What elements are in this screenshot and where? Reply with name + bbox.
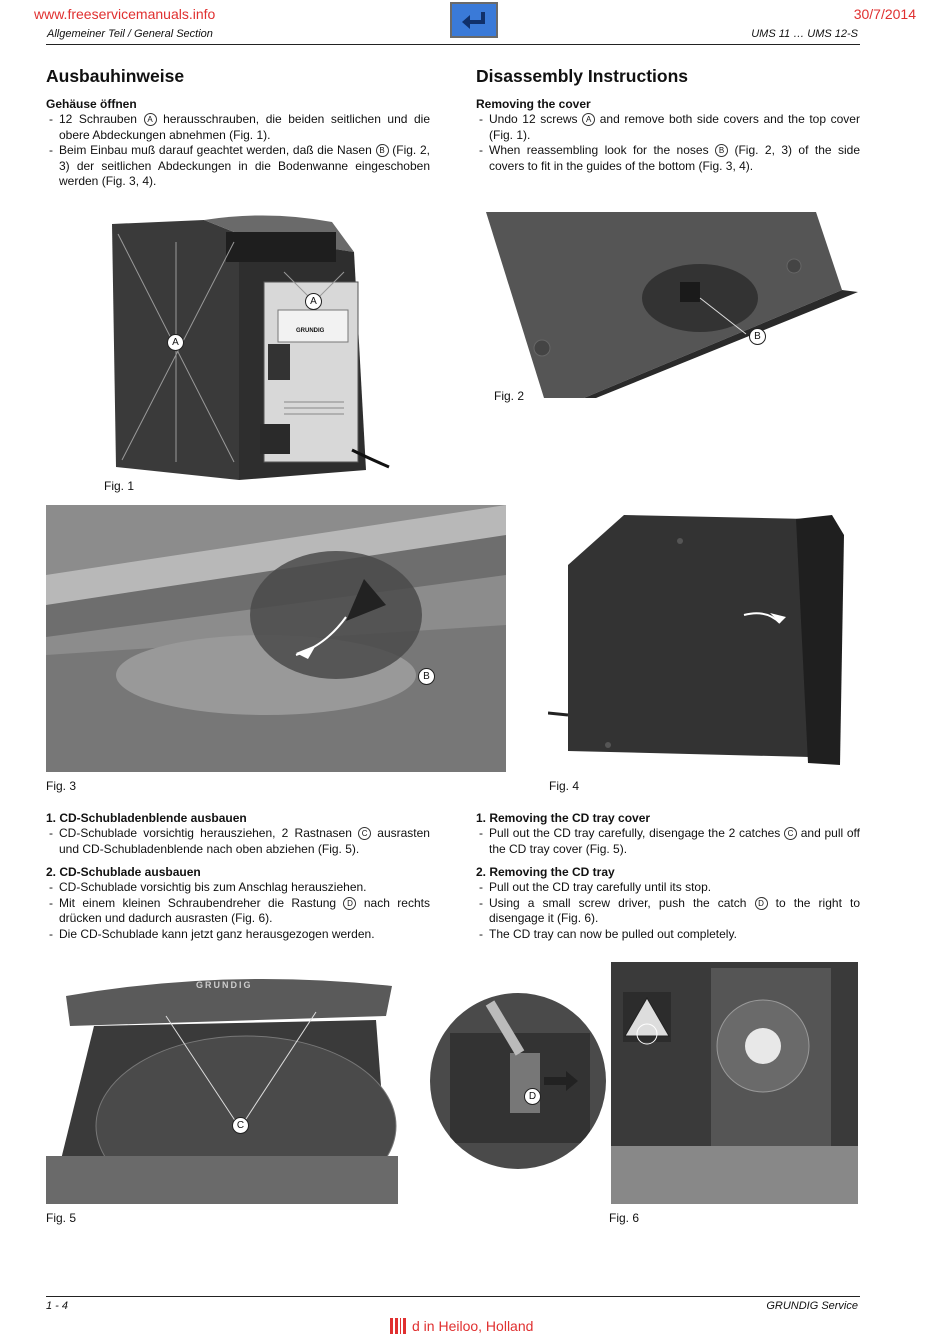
- fig5-photo: [46, 976, 398, 1204]
- fig3-marker-b: B: [418, 668, 435, 685]
- fig5-marker-c: C: [232, 1117, 249, 1134]
- watermark: [390, 1318, 533, 1334]
- english-cover-steps: - Undo 12 screws A and remove both side covers and the top cover (Fig. 1). - When reassembling look for the noses B (Fig. 2, 3) of the side covers to fit in the guides of the bottom (Fig. 3, 4).: [479, 112, 860, 173]
- english-cover-heading: Removing the cover: [476, 97, 591, 111]
- fig6-photo: [611, 962, 858, 1204]
- german-tray-cover-heading: 1. CD-Schubladenblende ausbauen: [46, 811, 247, 825]
- date-stamp: 30/7/2014: [853, 6, 916, 22]
- marker-c: C: [358, 827, 371, 840]
- watermark-text: d in Heiloo, Holland: [412, 1318, 534, 1334]
- fig3-photo: [46, 505, 506, 772]
- marker-b: B: [715, 144, 728, 157]
- barcode-icon: [390, 1318, 406, 1334]
- footer-rule: [46, 1296, 860, 1297]
- english-title: Disassembly Instructions: [476, 66, 689, 86]
- return-arrow-icon: [459, 9, 489, 31]
- german-tray-heading: 2. CD-Schublade ausbauen: [46, 865, 201, 879]
- header-model: UMS 11 … UMS 12-S: [751, 28, 858, 40]
- marker-a: A: [144, 113, 157, 126]
- footer-brand: GRUNDIG Service: [766, 1300, 858, 1312]
- marker-c: C: [784, 827, 797, 840]
- german-cover-steps: - 12 Schrauben A herausschrauben, die beiden seitlichen und die obere Abdeckungen abnehmen (Fig. 1). - Beim Einbau muß darauf geachtet werden, daß die Nasen B (Fig. 2, 3) der seitlichen Abdeckungen in die Bodenwanne eingeschoben werden (Fig. 3, 4).: [49, 112, 430, 188]
- fig1-photo: [104, 212, 390, 490]
- back-button[interactable]: [450, 2, 498, 38]
- english-tray-cover-heading: 1. Removing the CD tray cover: [476, 811, 651, 825]
- fig1-marker-a-left: A: [167, 334, 184, 351]
- english-tray-heading: 2. Removing the CD tray: [476, 865, 615, 879]
- fig4-caption: Fig. 4: [549, 779, 580, 793]
- fig2-caption: Fig. 2: [494, 389, 525, 403]
- german-cover-heading: Gehäuse öffnen: [46, 97, 137, 111]
- fig6-caption: Fig. 6: [609, 1211, 640, 1225]
- header-section: Allgemeiner Teil / General Section: [47, 28, 213, 40]
- marker-b: B: [376, 144, 389, 157]
- fig6-inset-photo: [430, 993, 606, 1169]
- english-tray-cover-steps: - Pull out the CD tray carefully, disengage the 2 catches C and pull off the CD tray cover (Fig. 5).: [479, 826, 860, 856]
- marker-d: D: [755, 897, 768, 910]
- site-link[interactable]: www.freeservicemanuals.info: [34, 6, 216, 22]
- marker-d: D: [343, 897, 356, 910]
- fig2-photo: [486, 212, 858, 398]
- english-tray-steps: - Pull out the CD tray carefully until its stop. - Using a small screw driver, push the catch D to the right to disengage it (Fig. 6). - The CD tray can now be pulled out completely.: [479, 880, 861, 941]
- fig1-brand-text: GRUNDIG: [296, 328, 325, 334]
- fig1-caption: Fig. 1: [104, 479, 135, 493]
- fig2-marker-b: B: [749, 328, 766, 345]
- fig5-caption: Fig. 5: [46, 1211, 77, 1225]
- fig3-caption: Fig. 3: [46, 779, 77, 793]
- page-number: 1 - 4: [46, 1300, 69, 1312]
- fig4-photo: [548, 505, 858, 773]
- german-title: Ausbauhinweise: [46, 66, 185, 86]
- fig6-marker-d: D: [524, 1088, 541, 1105]
- german-tray-steps: - CD-Schublade vorsichtig bis zum Anschlag herausziehen. - Mit einem kleinen Schraubendreher die Rastung D nach rechts drücken und dadurch ausrasten (Fig. 6). - Die CD-Schublade kann jetzt ganz herausgezogen werden.: [49, 880, 430, 941]
- header-rule: [46, 44, 860, 45]
- fig5-brand-text: GRUNDIG: [196, 980, 253, 990]
- german-tray-cover-steps: - CD-Schublade vorsichtig herausziehen, 2 Rastnasen C ausrasten und CD-Schubladenblende nach oben abziehen (Fig. 5).: [49, 826, 430, 856]
- marker-a: A: [582, 113, 595, 126]
- fig1-marker-a-top: A: [305, 293, 322, 310]
